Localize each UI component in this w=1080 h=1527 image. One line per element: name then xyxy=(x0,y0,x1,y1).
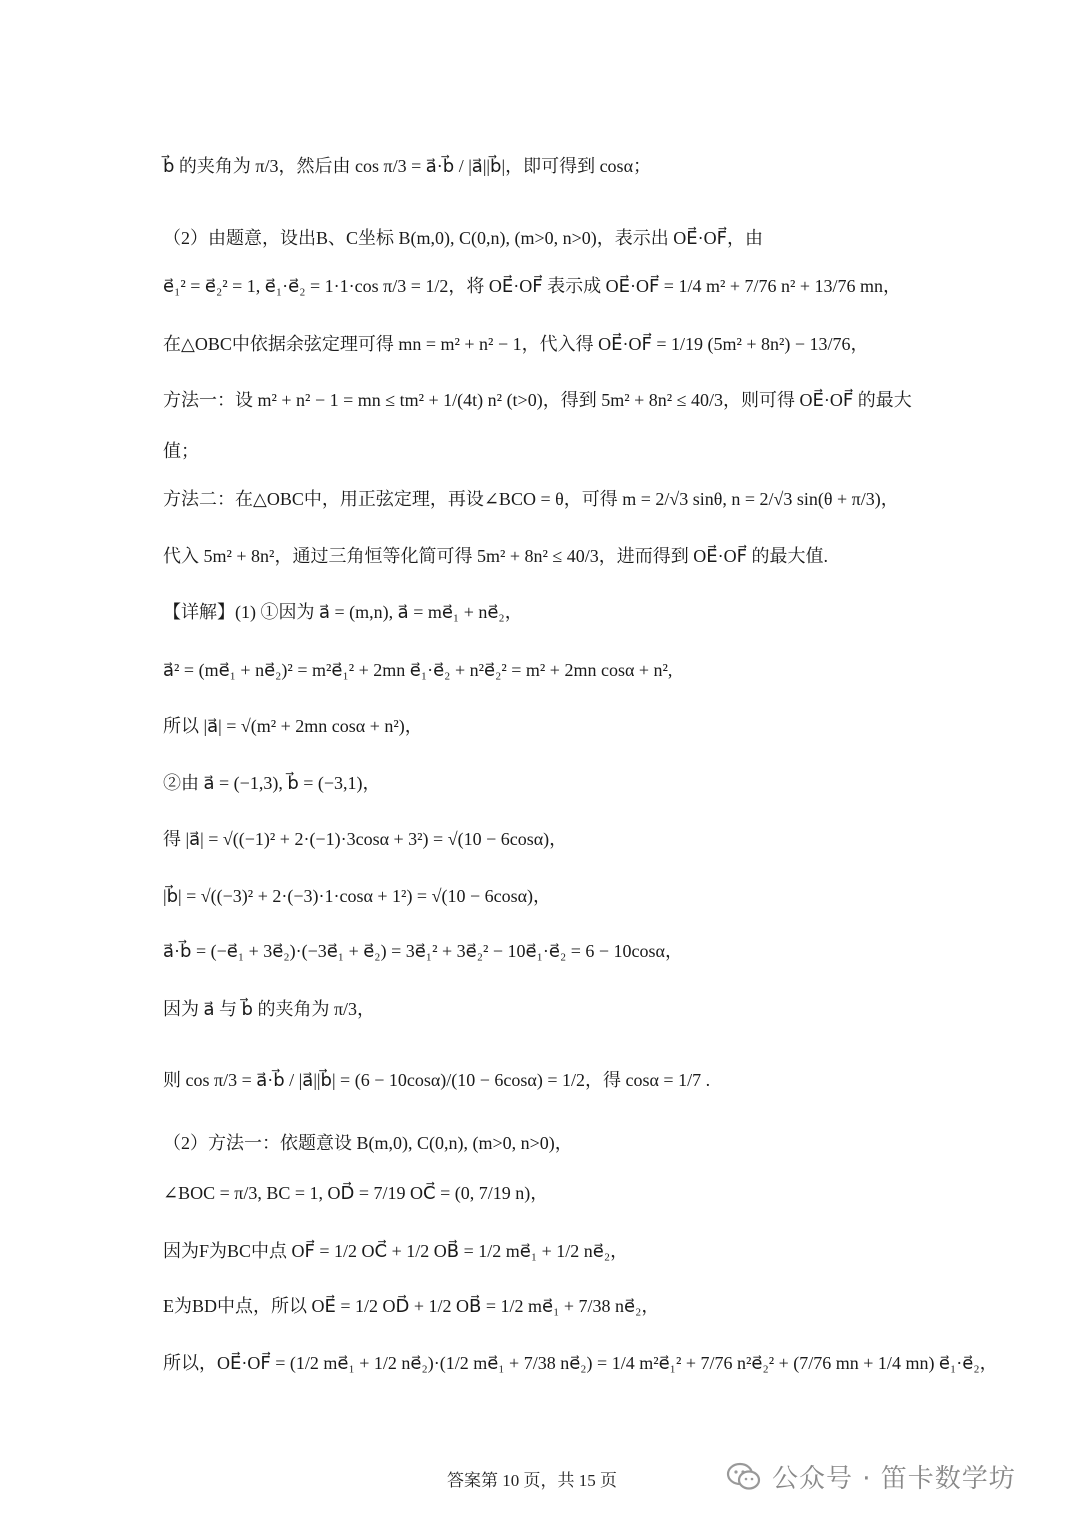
text-line: ∠BOC = π/3, BC = 1, OD⃗ = 7/19 OC⃗ = (0, 7/19 n)， xyxy=(163,1183,549,1203)
text-line: 代入 5m² + 8n²，通过三角恒等化简可得 5m² + 8n² ≤ 40/3，进而得到 OE⃗·OF⃗ 的最大值. xyxy=(163,546,828,566)
text-line: 值； xyxy=(163,441,199,461)
text-line: 得 |a⃗| = √((−1)² + 2·(−1)·3cosα + 3²) = √(10 − 6cosα)， xyxy=(163,829,568,849)
text-line: 则 cos π/3 = a⃗·b⃗ / |a⃗||b⃗| = (6 − 10cosα)/(10 − 6cosα) = 1/2，得 cosα = 1/7 . xyxy=(163,1070,711,1090)
text-line: a⃗·b⃗ = (−e⃗₁ + 3e⃗₂)·(−3e⃗₁ + e⃗₂) = 3e⃗₁² + 3e⃗₂² − 10e⃗₁·e⃗₂ = 6 − 10cosα， xyxy=(163,941,683,961)
watermark xyxy=(726,1458,1016,1495)
text-line: b⃗ 的夹角为 π/3，然后由 cos π/3 = a⃗·b⃗ / |a⃗||b⃗|，即可得到 cosα； xyxy=(163,156,651,176)
text-line: 所以 |a⃗| = √(m² + 2mn cosα + n²)， xyxy=(163,716,423,736)
text-line: 方法二：在△OBC中，用正弦定理，再设∠BCO = θ，可得 m = 2/√3 sinθ, n = 2/√3 sin(θ + π/3)， xyxy=(163,489,899,509)
text-line: 因为 a⃗ 与 b⃗ 的夹角为 π/3， xyxy=(163,999,376,1019)
text-line: （2）由题意，设出B、C坐标 B(m,0), C(0,n), (m>0, n>0)，表示出 OE⃗·OF⃗，由 xyxy=(163,228,764,248)
text-line: E为BD中点，所以 OE⃗ = 1/2 OD⃗ + 1/2 OB⃗ = 1/2 me⃗₁ + 7/38 ne⃗₂， xyxy=(163,1296,660,1316)
text-line: （2）方法一：依题意设 B(m,0), C(0,n), (m>0, n>0)， xyxy=(163,1133,573,1153)
page-number: 答案第 10 页，共 15 页 xyxy=(447,1471,617,1490)
wechat-icon xyxy=(726,1462,762,1492)
text-line: |b⃗| = √((−3)² + 2·(−3)·1·cosα + 1²) = √(10 − 6cosα)， xyxy=(163,886,552,906)
text-line: 所以，OE⃗·OF⃗ = (1/2 me⃗₁ + 1/2 ne⃗₂)·(1/2 me⃗₁ + 7/38 ne⃗₂) = 1/4 m²e⃗₁² + 7/76 n²e⃗₂² + (7/76 mn + 1/4 mn) e⃗₁·e⃗₂， xyxy=(163,1353,998,1373)
text-line: 因为F为BC中点 OF⃗ = 1/2 OC⃗ + 1/2 OB⃗ = 1/2 me⃗₁ + 1/2 ne⃗₂， xyxy=(163,1241,629,1261)
text-line: e⃗₁² = e⃗₂² = 1, e⃗₁·e⃗₂ = 1·1·cos π/3 = 1/2，将 OE⃗·OF⃗ 表示成 OE⃗·OF⃗ = 1/4 m² + 7/76 n² + 13/76 mn， xyxy=(163,276,902,296)
text-line: a⃗² = (me⃗₁ + ne⃗₂)² = m²e⃗₁² + 2mn e⃗₁·e⃗₂ + n²e⃗₂² = m² + 2mn cosα + n², xyxy=(163,660,673,680)
section-heading: 【详解】(1) ①因为 a⃗ = (m,n), a⃗ = me⃗₁ + ne⃗₂， xyxy=(163,602,523,622)
text-line: 在△OBC中依据余弦定理可得 mn = m² + n² − 1，代入得 OE⃗·OF⃗ = 1/19 (5m² + 8n²) − 13/76， xyxy=(163,334,869,354)
text-line: 方法一：设 m² + n² − 1 = mn ≤ tm² + 1/(4t) n² (t>0)，得到 5m² + 8n² ≤ 40/3，则可得 OE⃗·OF⃗ 的最大 xyxy=(163,390,912,410)
watermark-text: 公众号 · 笛卡数学坊 xyxy=(772,1464,1016,1494)
text-line: ②由 a⃗ = (−1,3), b⃗ = (−3,1)， xyxy=(163,773,381,793)
